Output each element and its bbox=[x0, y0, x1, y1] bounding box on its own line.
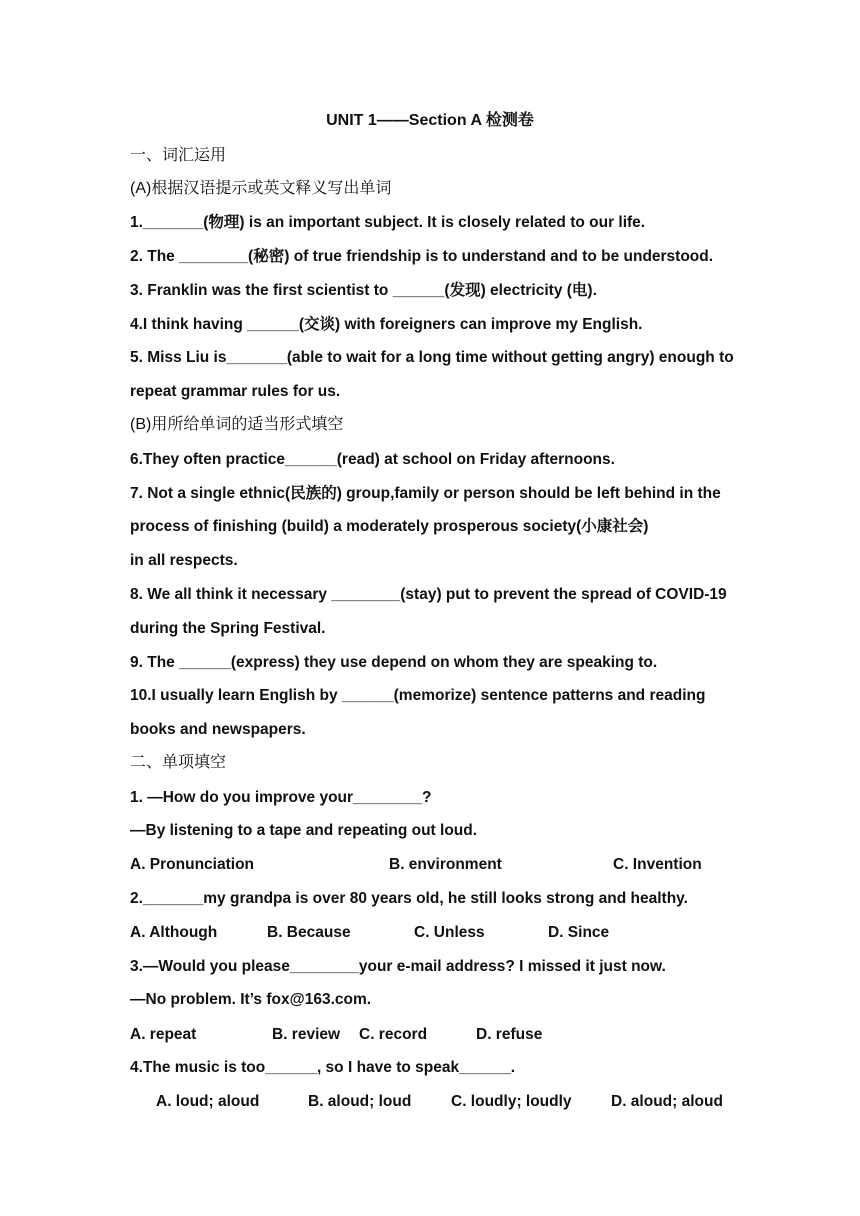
mc-q1-option-c: C. Invention bbox=[613, 856, 702, 873]
mc-q4-option-a: A. loud; aloud bbox=[156, 1093, 260, 1110]
question-9: 9. The ______(express) they use depend on whom they are speaking to. bbox=[130, 654, 658, 671]
mc-q2-option-a: A. Although bbox=[130, 924, 218, 941]
question-4: 4.I think having ______(交谈) with foreigners can improve my English. bbox=[130, 316, 643, 333]
mc-q4-option-b: B. aloud; loud bbox=[308, 1093, 412, 1110]
question-1: 1._______(物理) is an important subject. It is closely related to our life. bbox=[130, 214, 646, 231]
mc-q1-option-a: A. Pronunciation bbox=[130, 856, 254, 873]
mc-q4-option-d: D. aloud; aloud bbox=[611, 1093, 723, 1110]
mc-question-1-line1: 1. —How do you improve your________? bbox=[130, 789, 432, 806]
mc-q2-option-c: C. Unless bbox=[414, 924, 485, 941]
mc-q2-option-d: D. Since bbox=[548, 924, 610, 941]
mc-question-2: 2._______my grandpa is over 80 years old, he still looks strong and healthy. bbox=[130, 890, 688, 907]
mc-q3-option-d: D. refuse bbox=[476, 1026, 543, 1043]
question-10-line1: 10.I usually learn English by ______(memorize) sentence patterns and reading bbox=[130, 687, 706, 704]
question-7-line1: 7. Not a single ethnic(民族的) group,family or person should be left behind in the bbox=[130, 485, 721, 502]
question-10-line2: books and newspapers. bbox=[130, 721, 306, 738]
question-2: 2. The ________(秘密) of true friendship is to understand and to be understood. bbox=[130, 248, 714, 265]
subsection-b-instruction: (B)用所给单词的适当形式填空 bbox=[130, 416, 344, 433]
question-7-line2: process of finishing (build) a moderately prosperous society(小康社会) bbox=[130, 518, 649, 535]
question-5-line1: 5. Miss Liu is_______(able to wait for a long time without getting angry) enough to bbox=[130, 349, 734, 366]
section-heading-vocabulary: 一、词汇运用 bbox=[130, 147, 227, 164]
question-5-line2: repeat grammar rules for us. bbox=[130, 383, 341, 400]
mc-q2-option-b: B. Because bbox=[267, 924, 351, 941]
question-7-line3: in all respects. bbox=[130, 552, 238, 569]
section-heading-multiple-choice: 二、单项填空 bbox=[130, 754, 227, 771]
mc-question-1-line2: —By listening to a tape and repeating out loud. bbox=[130, 822, 478, 839]
question-6: 6.They often practice______(read) at school on Friday afternoons. bbox=[130, 451, 615, 468]
question-8-line1: 8. We all think it necessary ________(stay) put to prevent the spread of COVID-19 bbox=[130, 586, 727, 603]
mc-q3-option-c: C. record bbox=[359, 1026, 428, 1043]
mc-q3-option-b: B. review bbox=[272, 1026, 341, 1043]
page-title: UNIT 1——Section A 检测卷 bbox=[326, 112, 534, 129]
mc-question-3-line2: —No problem. It’s fox@163.com. bbox=[130, 991, 372, 1008]
mc-question-3-line1: 3.—Would you please________your e-mail address? I missed it just now. bbox=[130, 958, 666, 975]
mc-q3-option-a: A. repeat bbox=[130, 1026, 197, 1043]
subsection-a-instruction: (A)根据汉语提示或英文释义写出单词 bbox=[130, 180, 392, 197]
mc-question-4: 4.The music is too______, so I have to speak______. bbox=[130, 1059, 516, 1076]
question-3: 3. Franklin was the first scientist to ______(发现) electricity (电). bbox=[130, 282, 597, 299]
question-8-line2: during the Spring Festival. bbox=[130, 620, 326, 637]
mc-q1-option-b: B. environment bbox=[389, 856, 502, 873]
mc-q4-option-c: C. loudly; loudly bbox=[451, 1093, 572, 1110]
